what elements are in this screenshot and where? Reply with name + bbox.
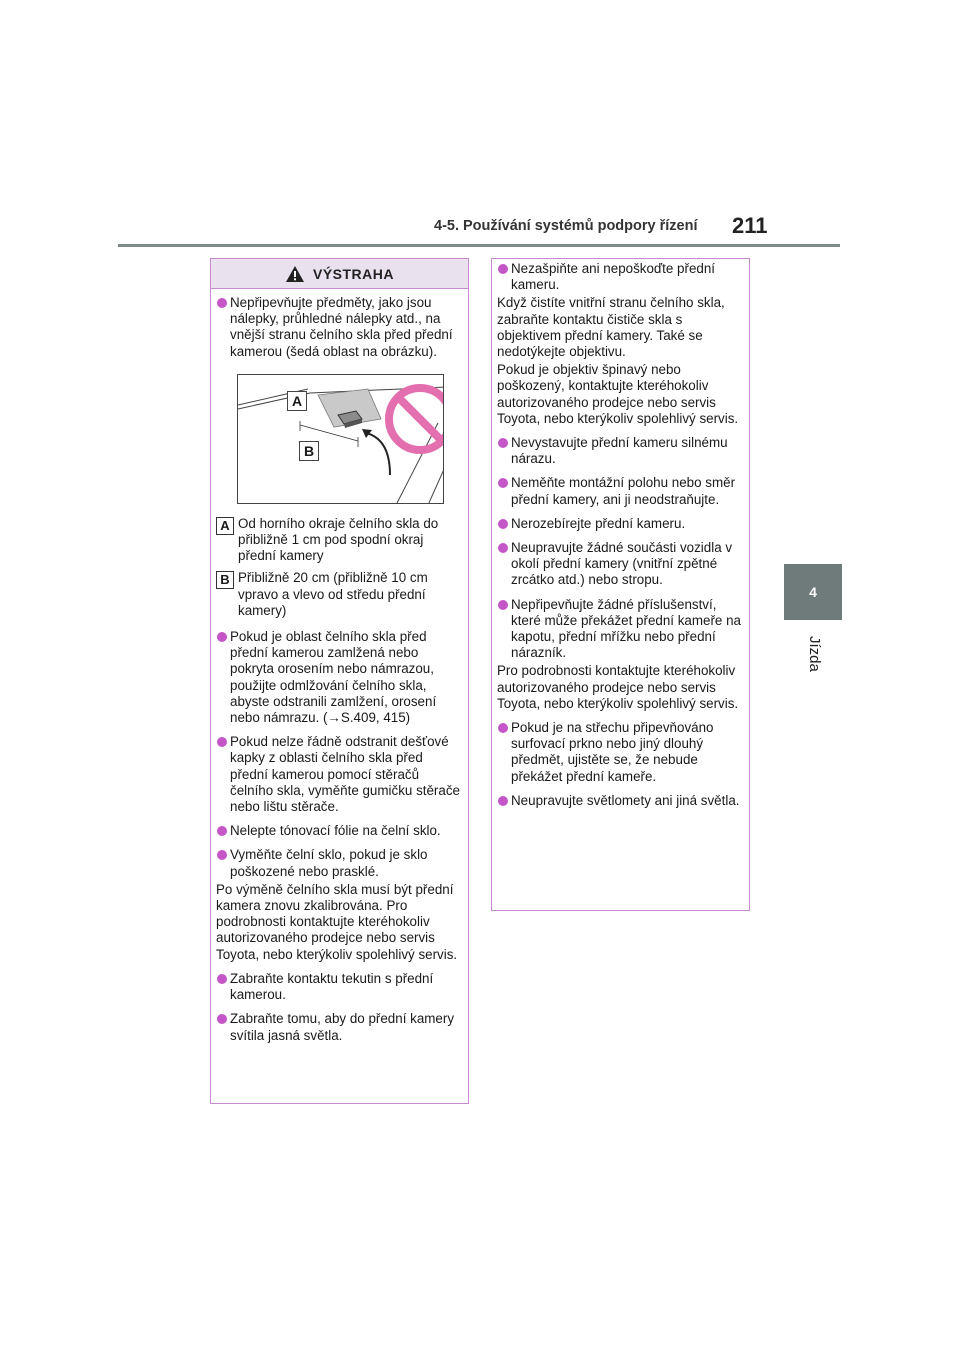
callout-badge-a: A — [216, 517, 234, 535]
chapter-title: Jízda — [806, 636, 823, 672]
list-item: Nelepte tónovací fólie na čelní sklo. — [216, 823, 461, 839]
list-item: Pokud nelze řádně odstranit dešťové kapky z oblasti čelního skla před přední kamerou pomocí stěračů čelního skla, vyměňte gumičku stěrače nebo lištu stěrače. — [216, 734, 461, 815]
bullet-icon — [498, 543, 508, 553]
chapter-number: 4 — [809, 584, 817, 600]
chapter-tab[interactable] — [784, 564, 842, 620]
bullet-icon — [217, 737, 227, 747]
bullet-icon — [498, 264, 508, 274]
list-item: Neupravujte žádné součásti vozidla v okolí přední kamery (vnitřní zpětné zrcátko atd.) nebo stropu. — [497, 540, 742, 589]
warning-triangle-icon — [285, 265, 305, 283]
list-item: Pokud je na střechu připevňováno surfovací prkno nebo jiný dlouhý předmět, ujistěte se, že nebude překážet přední kameře. — [497, 720, 742, 785]
list-item: Nezašpiňte ani nepoškoďte přední kameru. — [497, 261, 742, 293]
warning-title: VÝSTRAHA — [312, 265, 394, 282]
paragraph: Po výměně čelního skla musí být přední kamera znovu zkalibrována. Pro podrobnosti kontaktujte kteréhokoliv autorizovaného prodejce nebo servis Toyota, nebo kterýkoliv spolehlivý servis. — [216, 881, 458, 962]
bullet-icon — [217, 632, 227, 642]
bullet-icon — [498, 796, 508, 806]
paragraph: Pokud je objektiv špinavý nebo poškozený, kontaktujte kteréhokoliv autorizovaného prodejce nebo servis Toyota, nebo kterýkoliv spolehlivý servis. — [497, 362, 739, 426]
list-item: Zabraňte tomu, aby do přední kamery svítila jasná světla. — [216, 1011, 461, 1043]
list-item: Pokud je oblast čelního skla před přední kamerou zamlžená nebo pokryta orosením nebo námrazou, použijte odmlžování čelního skla, abyste odstranili zamlžení, orosení nebo námrazu. (→S.409, 415) — [216, 629, 461, 726]
list-item: Zabraňte kontaktu tekutin s přední kamerou. — [216, 971, 461, 1003]
header-divider — [118, 244, 840, 247]
warning-box-right — [491, 258, 750, 911]
bullet-icon — [498, 723, 508, 733]
section-title: 4-5. Používání systémů podpory řízení — [434, 218, 698, 234]
bullet-icon — [498, 519, 508, 529]
list-item: Nepřipevňujte žádné příslušenství, které může překážet přední kameře na kapotu, přední mřížku nebo přední nárazník. — [497, 597, 742, 662]
warning-box-left — [210, 258, 469, 1104]
paragraph: Když čistíte vnitřní stranu čelního skla, zabraňte kontaktu čističe skla s objektivem přední kamery. Také se nedotýkejte objektivu. — [497, 295, 725, 360]
callout-a: A Od horního okraje čelního skla do přibližně 1 cm pod spodní okraj přední kamery — [216, 516, 461, 565]
bullet-icon — [217, 850, 227, 860]
bullet-icon — [498, 438, 508, 448]
paragraph: Pro podrobnosti kontaktujte kteréhokoliv autorizovaného prodejce nebo servis Toyota, nebo kterýkoliv spolehlivý servis. — [497, 663, 739, 711]
callout-badge-b: B — [216, 571, 234, 589]
callout-b: B Přibližně 20 cm (přibližně 10 cm vpravo a vlevo od středu přední kamery) — [216, 570, 461, 619]
bullet-icon — [217, 298, 227, 308]
list-item: Vyměňte čelní sklo, pokud je sklo poškozené nebo prasklé. — [216, 847, 461, 879]
figure-label-b: B — [299, 441, 319, 461]
list-item: Nevystavujte přední kameru silnému nárazu. — [497, 435, 742, 467]
page-number: 211 — [732, 213, 768, 238]
list-item: Neupravujte světlomety ani jiná světla. — [497, 793, 742, 809]
list-item: Nepřipevňujte předměty, jako jsou nálepky, průhledné nálepky atd., na vnější stranu čelního skla před přední kamerou (šedá oblast na obrázku). — [216, 295, 461, 360]
bullet-icon — [498, 478, 508, 488]
list-item: Nerozebírejte přední kameru. — [497, 516, 742, 532]
list-item: Neměňte montážní polohu nebo směr přední kamery, ani ji neodstraňujte. — [497, 475, 742, 507]
bullet-icon — [217, 974, 227, 984]
bullet-icon — [217, 826, 227, 836]
camera-area-figure — [237, 374, 444, 504]
bullet-icon — [217, 1014, 227, 1024]
warning-header — [211, 259, 468, 289]
bullet-icon — [498, 600, 508, 610]
figure-label-a: A — [287, 391, 307, 411]
windshield-illustration — [238, 375, 444, 504]
